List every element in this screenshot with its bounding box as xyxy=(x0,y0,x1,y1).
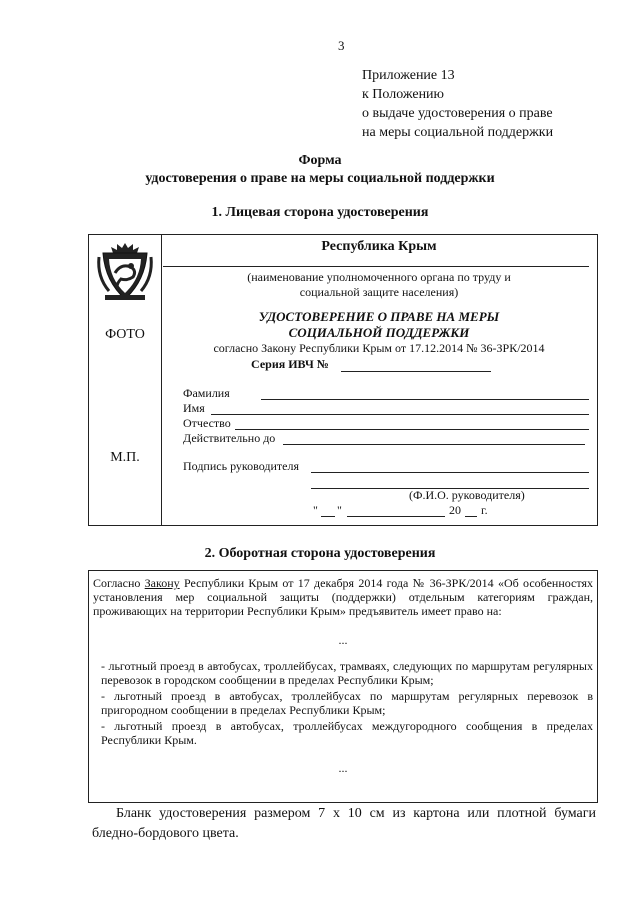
cert-title-2: СОЦИАЛЬНОЙ ПОДДЕРЖКИ xyxy=(288,325,470,340)
patronymic-line xyxy=(235,429,589,430)
surname-label: Фамилия xyxy=(183,386,230,400)
form-title xyxy=(0,152,640,188)
benefit-item: - льготный проезд в автобусах, троллейбусах междугородного сообщения в пределах Республики Крым. xyxy=(101,719,593,747)
date-month-line xyxy=(347,516,445,517)
crimea-emblem-icon xyxy=(95,241,155,303)
front-side-card xyxy=(88,234,598,526)
valid-until-line xyxy=(283,444,585,445)
intro-text-1: Согласно xyxy=(93,576,145,590)
date-year: 20 xyxy=(449,503,461,517)
surname-line xyxy=(261,399,589,400)
authority-line xyxy=(163,266,589,267)
photo-label: ФОТО xyxy=(105,327,145,342)
back-intro xyxy=(93,576,593,618)
footer-note: Бланк удостоверения размером 7 х 10 см из картона или плотной бумаги бледно-бордового цвета. xyxy=(92,806,596,841)
appendix-line: к Положению xyxy=(362,87,445,102)
law-link[interactable]: Закону xyxy=(144,576,180,590)
date-quote-close: " xyxy=(337,503,342,517)
appendix-line: о выдаче удостоверения о праве xyxy=(362,106,553,121)
appendix-line: Приложение 13 xyxy=(362,68,455,83)
series-label: Серия ИВЧ № xyxy=(251,357,329,371)
ellipsis-bottom: ... xyxy=(338,761,348,775)
page-number: 3 xyxy=(338,38,345,53)
stamp-label: М.П. xyxy=(110,450,140,465)
signature-label: Подпись руководителя xyxy=(183,459,299,473)
valid-until-label: Действительно до xyxy=(183,431,276,445)
form-title-line2: удостоверения о праве на меры социальной поддержки xyxy=(145,171,495,186)
ellipsis-top: ... xyxy=(338,633,348,647)
photo-column xyxy=(89,235,162,525)
signature-line xyxy=(311,472,589,473)
front-side-heading: 1. Лицевая сторона удостоверения xyxy=(211,205,429,220)
patronymic-label: Отчество xyxy=(183,416,231,430)
back-side-heading: 2. Оборотная сторона удостоверения xyxy=(204,546,436,561)
benefit-item: - льготный проезд в автобусах, троллейбусах по маршрутам регулярных перевозок в пригородном сообщении в пределах Республики Крым; xyxy=(101,689,593,717)
republic-name: Республика Крым xyxy=(321,239,437,254)
form-title-line1: Форма xyxy=(298,153,342,168)
back-side-card xyxy=(88,570,598,803)
law-reference: согласно Закону Республики Крым от 17.12.2014 № 36-ЗРК/2014 xyxy=(213,341,545,355)
date-year-line xyxy=(465,516,477,517)
intro-text-2: Республики Крым от 17 декабря 2014 года № 36-ЗРК/2014 «Об особенностях установления мер социальной защиты (поддержки) отдельным категориям граждан, проживающих на территории Республики Крым» предъявитель имеет право на: xyxy=(93,576,593,618)
benefit-item: - льготный проезд в автобусах, троллейбусах, трамваях, следующих по маршрутам регулярных перевозок в городском сообщении в пределах Республики Крым; xyxy=(101,659,593,687)
authority-note-1: (наименование уполномоченного органа по труду и xyxy=(247,270,511,284)
series-line xyxy=(341,371,491,372)
name-line xyxy=(211,414,589,415)
name-label: Имя xyxy=(183,401,205,415)
cert-title-1: УДОСТОВЕРЕНИЕ О ПРАВЕ НА МЕРЫ xyxy=(258,309,500,324)
authority-note-2: социальной защите населения) xyxy=(299,285,459,299)
date-day-line xyxy=(321,516,335,517)
date-quote-open: " xyxy=(313,503,318,517)
date-suffix: г. xyxy=(481,503,488,517)
signer-note: (Ф.И.О. руководителя) xyxy=(409,488,525,502)
appendix-block xyxy=(362,66,553,142)
appendix-line: на меры социальной поддержки xyxy=(362,125,554,140)
